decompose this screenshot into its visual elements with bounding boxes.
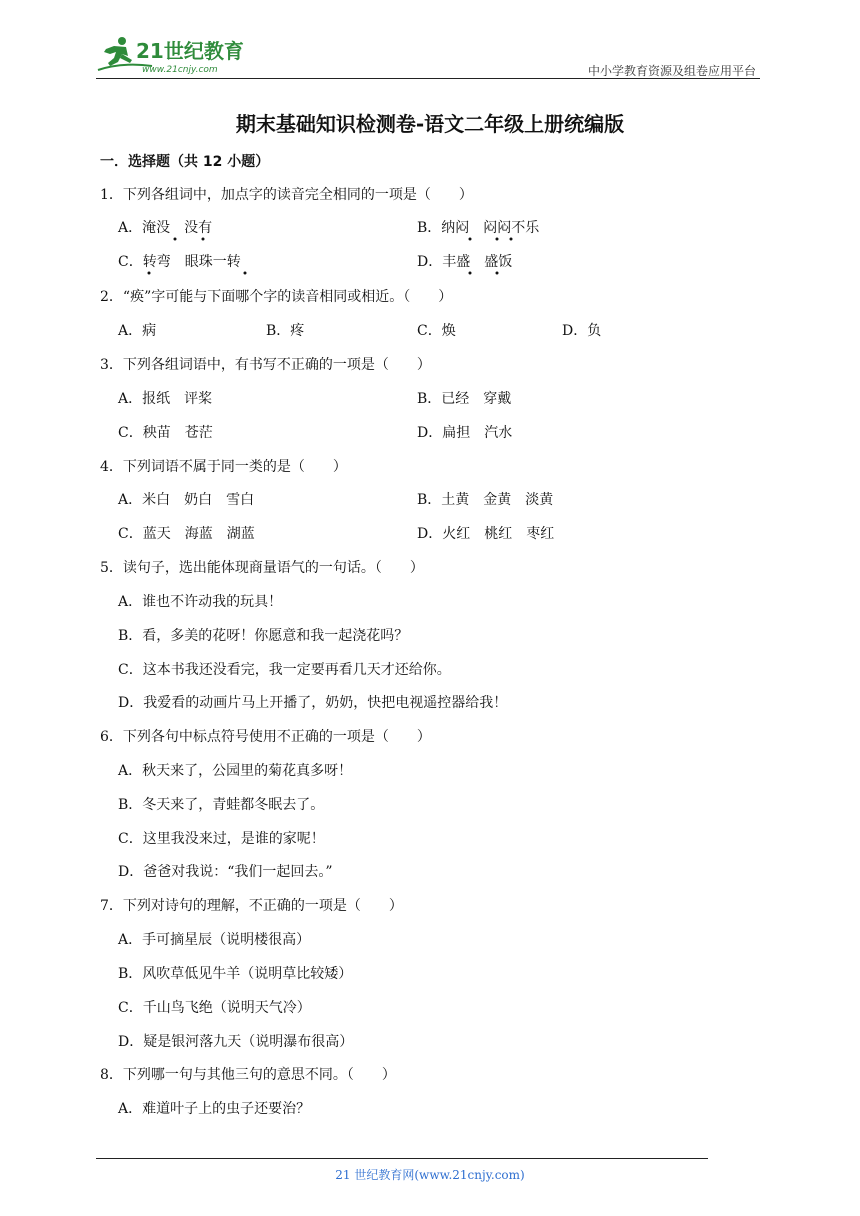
platform-tagline: 中小学教育资源及组卷应用平台 — [587, 64, 756, 78]
q6-option-a[interactable]: A．秋天来了，公园里的菊花真多呀！ — [118, 763, 353, 779]
question-7: 7．下列对诗句的理解，不正确的一项是（ ） — [100, 898, 403, 914]
q6-option-c[interactable]: C．这里我没来过，是谁的家呢！ — [118, 831, 325, 847]
question-8: 8．下列哪一句与其他三句的意思不同。（ ） — [100, 1067, 396, 1083]
q1-option-a[interactable] — [118, 217, 212, 237]
q1-option-b[interactable] — [417, 217, 539, 237]
question-5: 5．读句子，选出能体现商量语气的一句话。（ ） — [100, 560, 424, 576]
q2-option-b[interactable]: B．疼 — [266, 323, 305, 339]
runner-icon — [104, 37, 132, 66]
exam-title: 期末基础知识检测卷-语文二年级上册统编版 — [235, 112, 625, 136]
q5-option-a[interactable]: A．谁也不许动我的玩具！ — [118, 594, 283, 610]
question-2: 2．“痪”字可能与下面哪个字的读音相同或相近。（ ） — [100, 289, 453, 305]
q2-option-a[interactable]: A．病 — [118, 323, 157, 339]
q1-option-c[interactable] — [118, 251, 241, 271]
q1-option-c-text: C．转弯 眼珠一转 — [118, 254, 241, 270]
question-4: 4．下列词语不属于同一类的是（ ） — [100, 459, 347, 475]
q7-option-c[interactable]: C．千山鸟飞绝（说明天气冷） — [118, 1000, 311, 1016]
q3-option-c[interactable]: C．秧苗 苍茫 — [118, 425, 213, 441]
logo-url: www.21cnjy.com — [142, 65, 218, 75]
q2-option-c[interactable]: C．焕 — [417, 323, 456, 339]
q1-option-d[interactable] — [417, 251, 512, 271]
question-3: 3．下列各组词语中，有书写不正确的一项是（ ） — [100, 357, 431, 373]
section-heading: 一．选择题（共 12 小题） — [100, 154, 270, 170]
q3-option-d[interactable]: D．扁担 汽水 — [417, 425, 513, 441]
q7-option-b[interactable]: B．风吹草低见牛羊（说明草比较矮） — [118, 966, 353, 982]
q1-option-b-text: B．纳闷 闷闷不乐 — [417, 220, 540, 236]
q6-option-d[interactable]: D．爸爸对我说：“我们一起回去。” — [118, 864, 333, 880]
q2-option-d[interactable]: D．负 — [562, 323, 602, 339]
footer-link[interactable]: 21 世纪教育网(www.21cnjy.com) — [335, 1168, 525, 1182]
header-divider — [96, 78, 760, 79]
q5-option-b[interactable]: B．看，多美的花呀！你愿意和我一起浇花吗？ — [118, 628, 409, 644]
q4-option-d[interactable]: D．火红 桃红 枣红 — [417, 526, 555, 542]
q6-option-b[interactable]: B．冬天来了，青蛙都冬眠去了。 — [118, 797, 325, 813]
q1-option-a-text: A．淹没 没有 — [118, 220, 213, 236]
q5-option-d[interactable]: D．我爱看的动画片马上开播了，奶奶，快把电视遥控器给我！ — [118, 695, 508, 711]
q4-option-a[interactable]: A．米白 奶白 雪白 — [118, 492, 255, 508]
q8-option-a[interactable]: A．难道叶子上的虫子还要治？ — [118, 1101, 311, 1117]
q5-option-c[interactable]: C．这本书我还没看完，我一定要再看几天才还给你。 — [118, 662, 451, 678]
question-6: 6．下列各句中标点符号使用不正确的一项是（ ） — [100, 729, 431, 745]
q4-option-b[interactable]: B．土黄 金黄 淡黄 — [417, 492, 554, 508]
question-1: 1．下列各组词中，加点字的读音完全相同的一项是（ ） — [100, 187, 473, 203]
site-logo — [92, 32, 262, 80]
q1-option-d-text: D．丰盛 盛饭 — [417, 254, 513, 270]
q3-option-b[interactable]: B．已经 穿戴 — [417, 391, 512, 407]
footer-divider — [96, 1158, 708, 1159]
logo-text: 21世纪教育 — [136, 39, 244, 63]
q4-option-c[interactable]: C．蓝天 海蓝 湖蓝 — [118, 526, 255, 542]
q3-option-a[interactable]: A．报纸 评桨 — [118, 391, 213, 407]
q7-option-a[interactable]: A．手可摘星辰（说明楼很高） — [118, 932, 311, 948]
q7-option-d[interactable]: D．疑是银河落九天（说明瀑布很高） — [118, 1034, 354, 1050]
